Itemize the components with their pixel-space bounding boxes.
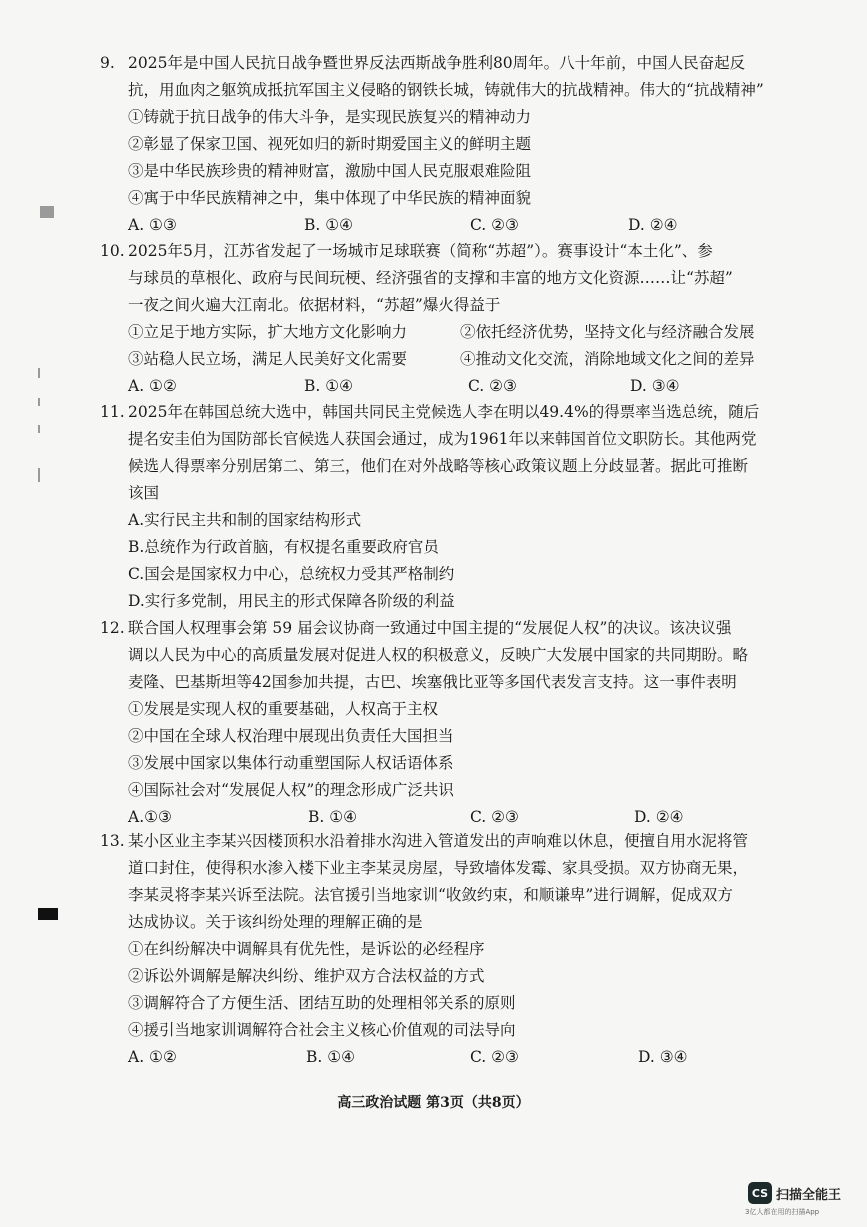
- option-c: C. ②③: [468, 377, 517, 395]
- statement: ②诉讼外调解是解决纠纷、维护双方合法权益的方式: [128, 967, 485, 985]
- question-11: [100, 399, 808, 615]
- question-stem-line: 达成协议。关于该纠纷处理的理解正确的是: [128, 913, 423, 931]
- statement: ④寓于中华民族精神之中，集中体现了中华民族的精神面貌: [128, 189, 532, 207]
- question-number: 13.: [100, 832, 125, 850]
- statement: ③发展中国家以集体行动重塑国际人权话语体系: [128, 754, 454, 772]
- statement: ②彰显了保家卫国、视死如归的新时期爱国主义的鲜明主题: [128, 135, 532, 153]
- scan-artifact: [38, 398, 40, 406]
- question-stem-line: 李某灵将李某兴诉至法院。法官援引当地家训“收敛约束，和顺谦卑”进行调解，促成双方: [128, 886, 733, 904]
- statement: ②依托经济优势，坚持文化与经济融合发展: [460, 323, 755, 341]
- answer-options: [128, 1044, 808, 1071]
- question-stem-line: 麦隆、巴基斯坦等42国参加共提，古巴、埃塞俄比亚等多国代表发言支持。这一事件表明: [128, 673, 737, 691]
- option-d: D. ②④: [634, 808, 684, 826]
- question-12: [100, 615, 808, 831]
- statement: ④国际社会对“发展促人权”的理念形成广泛共识: [128, 781, 454, 799]
- watermark-subtitle: 3亿人都在用的扫描App: [745, 1208, 820, 1216]
- scan-artifact: [38, 468, 40, 482]
- statement: ④援引当地家训调解符合社会主义核心价值观的司法导向: [128, 1021, 516, 1039]
- option-a: A.实行民主共和制的国家结构形式: [128, 511, 362, 529]
- option-b: B. ①④: [304, 216, 354, 234]
- statement: ①发展是实现人权的重要基础，人权高于主权: [128, 700, 439, 718]
- statement: ③调解符合了方便生活、团结互助的处理相邻关系的原则: [128, 994, 516, 1012]
- question-stem-line: 候选人得票率分别居第二、第三，他们在对外战略等核心政策议题上分歧显著。据此可推断: [128, 457, 749, 475]
- statement: ①立足于地方实际，扩大地方文化影响力: [128, 323, 408, 341]
- statement-row: [128, 319, 808, 346]
- scan-artifact: [38, 368, 40, 378]
- question-stem-line: 与球员的草根化、政府与民间玩梗、经济强省的支撑和丰富的地方文化资源……让“苏超”: [128, 269, 733, 287]
- question-stem-line: 11. 2025年在韩国总统大选中，韩国共同民主党候选人李在明以49.4%的得票率当选总统，随后: [128, 399, 808, 426]
- scan-artifact: [38, 908, 58, 920]
- option-b: B. ①④: [306, 1048, 356, 1066]
- question-number: 12.: [100, 619, 125, 637]
- option-a: A. ①③: [128, 216, 177, 234]
- statement: ①铸就于抗日战争的伟大斗争，是实现民族复兴的精神动力: [128, 108, 532, 126]
- option-a: A.①③: [128, 808, 172, 826]
- option-d: D. ③④: [630, 377, 680, 395]
- option-c: C. ②③: [470, 1048, 519, 1066]
- question-13: [100, 828, 808, 1071]
- statement: ①在纠纷解决中调解具有优先性，是诉讼的必经程序: [128, 940, 485, 958]
- answer-options: [128, 373, 808, 400]
- option-d: D. ②④: [628, 216, 678, 234]
- question-number: 11.: [100, 403, 125, 421]
- question-stem-line: 抗，用血肉之躯筑成抵抗军国主义侵略的钢铁长城，铸就伟大的抗战精神。伟大的“抗战精神”: [128, 81, 764, 99]
- question-stem-line: 提名安圭伯为国防部长官候选人获国会通过，成为1961年以来韩国首位文职防长。其他两党: [128, 430, 757, 448]
- question-number: 10.: [100, 242, 125, 260]
- question-stem-line: 10. 2025年5月，江苏省发起了一场城市足球联赛（简称“苏超”）。赛事设计“本土化”、参: [128, 238, 808, 265]
- statement: ③站稳人民立场，满足人民美好文化需要: [128, 350, 408, 368]
- question-stem-line: 一夜之间火遍大江南北。依据材料，“苏超”爆火得益于: [128, 296, 501, 314]
- scan-artifact: [38, 425, 40, 433]
- option-d: D.实行多党制，用民主的形式保障各阶级的利益: [128, 592, 455, 610]
- cs-logo-icon: CS: [748, 1182, 772, 1204]
- option-c: C.国会是国家权力中心，总统权力受其严格制约: [128, 565, 455, 583]
- option-a: A. ①②: [128, 377, 177, 395]
- question-10: [100, 238, 808, 400]
- scan-artifact: [40, 206, 54, 218]
- statement: ③是中华民族珍贵的精神财富，激励中国人民克服艰难险阻: [128, 162, 532, 180]
- question-stem-line: 13. 某小区业主李某兴因楼顶积水沿着排水沟进入管道发出的声响难以休息，便擅自用水泥将管: [128, 828, 808, 855]
- option-b: B.总统作为行政首脑，有权提名重要政府官员: [128, 538, 439, 556]
- statement: ④推动文化交流，消除地域文化之间的差异: [460, 350, 755, 368]
- option-a: A. ①②: [128, 1048, 177, 1066]
- watermark-title: 扫描全能王: [776, 1187, 842, 1203]
- page-footer: 高三政治试题 第3页（共8页）: [337, 1095, 530, 1111]
- option-d: D. ③④: [638, 1048, 688, 1066]
- statement: ②中国在全球人权治理中展现出负责任大国担当: [128, 727, 454, 745]
- question-number: 9.: [100, 54, 115, 72]
- statement-row: [128, 346, 808, 373]
- question-9: [100, 50, 808, 239]
- question-stem-line: 9. 2025年是中国人民抗日战争暨世界反法西斯战争胜利80周年。八十年前，中国人民奋起反: [128, 50, 808, 77]
- question-stem-line: 12. 联合国人权理事会第 59 届会议协商一致通过中国主提的“发展促人权”的决议。该决议强: [128, 615, 808, 642]
- option-b: B. ①④: [304, 377, 354, 395]
- option-b: B. ①④: [308, 808, 358, 826]
- answer-options: [128, 212, 808, 239]
- question-stem-line: 调以人民为中心的高质量发展对促进人权的积极意义，反映广大发展中国家的共同期盼。略: [128, 646, 749, 664]
- scanner-watermark: [748, 1180, 841, 1206]
- option-c: C. ②③: [470, 808, 519, 826]
- question-stem-line: 该国: [128, 484, 160, 502]
- question-stem-line: 道口封住，使得积水渗入楼下业主李某灵房屋，导致墙体发霉、家具受损。双方协商无果，: [128, 859, 749, 877]
- answer-options: [128, 804, 808, 831]
- option-c: C. ②③: [470, 216, 519, 234]
